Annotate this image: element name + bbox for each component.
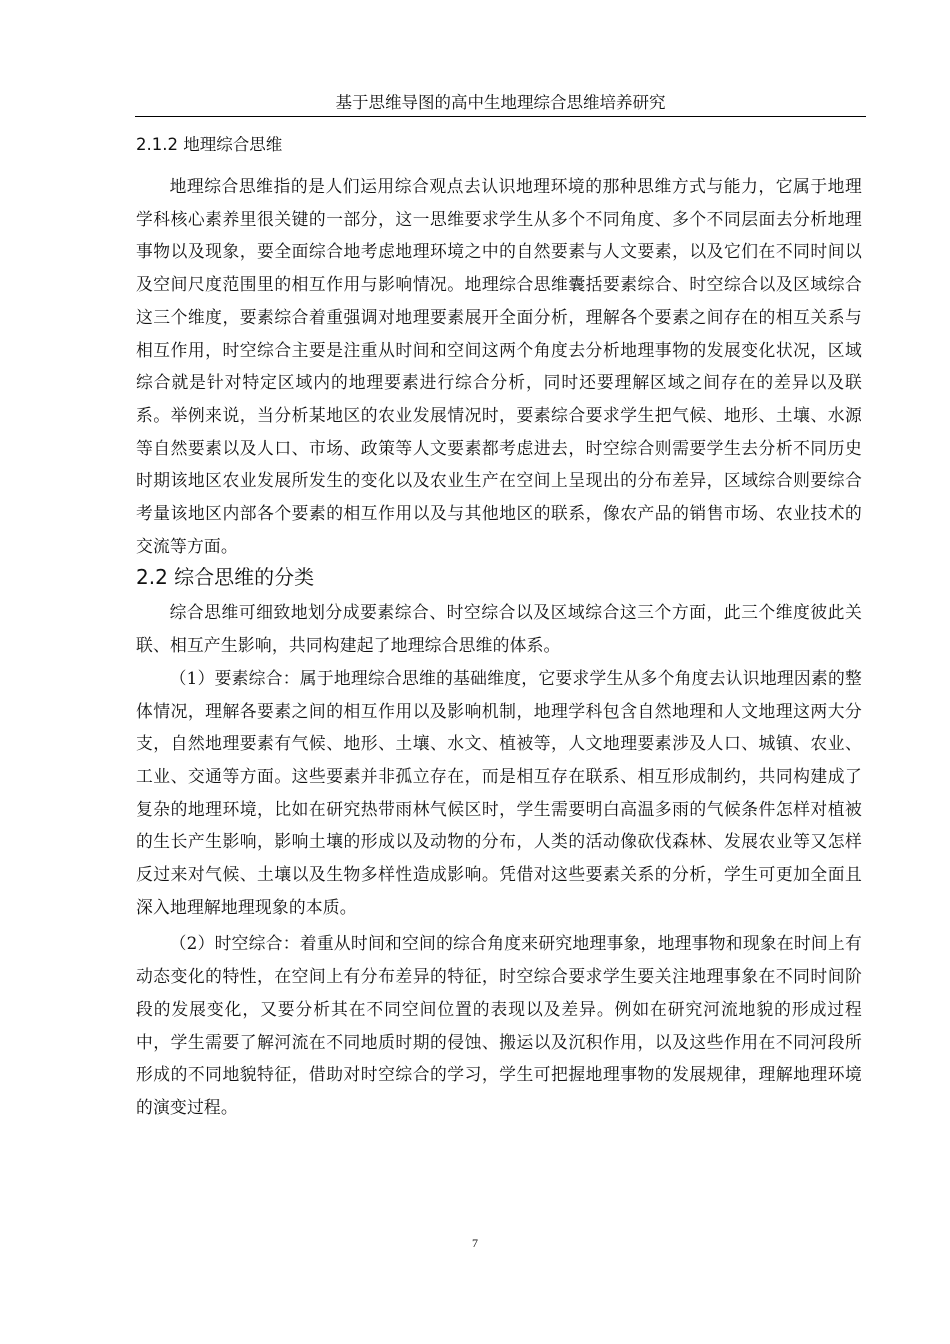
- paragraph-spatiotemporal-synthesis: （2）时空综合：着重从时间和空间的综合角度来研究地理事象，地理事物和现象在时间上有动态变化的特性，在空间上有分布差异的特征，时空综合要求学生要关注地理事象在不同时间阶段的发展变化，又要分析其在不同空间位置的表现以及差异。例如在研究河流地貌的形成过程中，学生需要了解河流在不同地质时期的侵蚀、搬运以及沉积作用，以及这些作用在不同河段所形成的不同地貌特征，借助对时空综合的学习，学生可把握地理事物的发展规律，理解地理环境的演变过程。: [136, 933, 862, 1117]
- paragraph-element-synthesis: （1）要素综合：属于地理综合思维的基础维度，它要求学生从多个角度去认识地理因素的整体情况，理解各要素之间的相互作用以及影响机制，地理学科包含自然地理和人文地理这两大分支，自然地理要素有气候、地形、土壤、水文、植被等，人文地理要素涉及人口、城镇、农业、工业、交通等方面。这些要素并非孤立存在，而是相互存在联系、相互形成制约，共同构建成了复杂的地理环境，比如在研究热带雨林气候区时，学生需要明白高温多雨的气候条件怎样对植被的生长产生影响，影响土壤的形成以及动物的分布，人类的活动像砍伐森林、发展农业等又怎样反过来对气候、土壤以及生物多样性造成影响。凭借对这些要素关系的分析，学生可更加全面且深入地理解地理现象的本质。: [136, 667, 862, 917]
- paragraph-classification-intro: 综合思维可细致地划分成要素综合、时空综合以及区域综合这三个方面，此三个维度彼此关联、相互产生影响，共同构建起了地理综合思维的体系。: [136, 602, 862, 656]
- paragraph-geographic-synthesis: 地理综合思维指的是人们运用综合观点去认识地理环境的那种思维方式与能力，它属于地理学科核心素养里很关键的一部分，这一思维要求学生从多个不同角度、多个不同层面去分析地理事物以及现象，要全面综合地考虑地理环境之中的自然要素与人文要素，以及它们在不同时间以及空间尺度范围里的相互作用与影响情况。地理综合思维囊括要素综合、时空综合以及区域综合这三个维度，要素综合着重强调对地理要素展开全面分析，理解各个要素之间存在的相互关系与相互作用，时空综合主要是注重从时间和空间这两个角度去分析地理事物的发展变化状况，区域综合就是针对特定区域内的地理要素进行综合分析，同时还要理解区域之间存在的差异以及联系。举例来说，当分析某地区的农业发展情况时，要素综合要求学生把气候、地形、土壤、水源等自然要素以及人口、市场、政策等人文要素都考虑进去，时空综合则需要学生去分析不同历史时期该地区农业发展所发生的变化以及农业生产在空间上呈现出的分布差异，区域综合则要综合考量该地区内部各个要素的相互作用以及与其他地区的联系，像农产品的销售市场、农业技术的交流等方面。: [136, 176, 862, 556]
- page-body: [136, 134, 862, 1124]
- running-header-title: 基于思维导图的高中生地理综合思维培养研究: [335, 93, 666, 112]
- running-header: [135, 92, 866, 117]
- section-heading-2-2: 2.2 综合思维的分类: [136, 565, 315, 590]
- subsection-heading-2-1-2: 2.1.2 地理综合思维: [136, 135, 283, 154]
- page-number: 7: [472, 1236, 478, 1250]
